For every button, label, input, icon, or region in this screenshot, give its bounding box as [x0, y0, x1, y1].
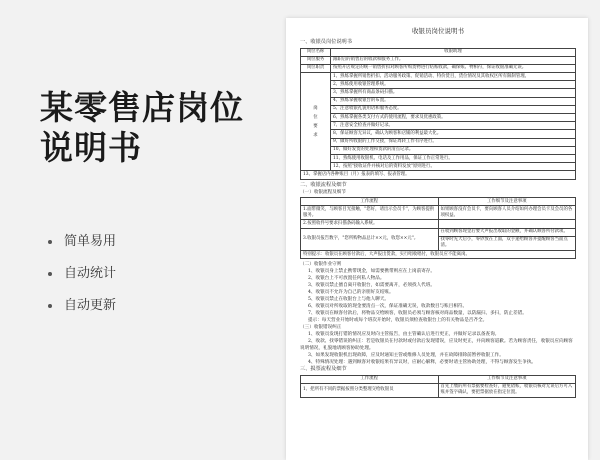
table-cell: 1.面带微笑，与顾客目光接触，"您好，请出示会员卡"，为顾客提供服务。 [301, 206, 439, 220]
table-row [301, 105, 576, 113]
table-header-cell: 工作流程 [301, 375, 439, 383]
table-cell: 5、注意收银礼貌用语和服务态度。 [331, 105, 576, 113]
paragraph: 2、收款、找零错误的纠正：若是收银员在付款时或付款后发现错误，应及时更正，并向顾客道歉。若为顾客责任，收银员应向顾客说明情况，礼貌地请顾客协助处理。 [300, 339, 573, 352]
table-row [301, 97, 576, 105]
table-cell: 1、把所有不同的票据按照分类整理交给收银员 [301, 383, 439, 397]
paragraph: 提示：每天营业开始时或每个班次开始时，收银员须检查收银台上的有关物品是否齐全。 [308, 318, 488, 324]
table-cell: 4、熟练掌握收银台的布置。 [331, 97, 576, 105]
paragraph: 4、特殊情况处理：遇到顾客对收银结果有异议时，应耐心解释，必要时请主管协助处理，不得与顾客发生争执。 [308, 360, 537, 366]
table-cell: 首先上缴的所有票据要检查好，避免错账，收银员核对无误后方可入账并签字确认，要把票据放在指定位置。 [438, 383, 576, 397]
paragraph: 3、如果发现收银机出现故障，应及时通知主管或维修人员处理，并在故障排除前暂停收银工作。 [308, 353, 504, 359]
document-title: 收银员岗位说明书 [412, 27, 464, 35]
table-row [301, 89, 576, 97]
vertical-label: 岗位要求 [313, 105, 318, 138]
table-cell: 特别提示：收银员在顾客付款后，大声报出货款，实行唱收唱付，收银员应不能离岗。 [301, 250, 576, 258]
process-table [300, 197, 576, 259]
table-row [301, 64, 576, 72]
table-cell: 9、做好所收银的工作交接，保证周转工作有序进行。 [331, 138, 576, 146]
paragraph: 7、收银员在顾客付款后，将物品交给顾客，收银员必须与顾客核对商品数量，以防漏扫、多扫，防止差错。 [308, 311, 527, 317]
feature-item: 简单易用 [64, 234, 117, 249]
table-cell: 2、熟练使用收银管理系统。 [331, 81, 576, 89]
table-cell: 跟职后的销售后的收款和服务工作。 [331, 56, 576, 64]
table-cell [438, 220, 576, 228]
paragraph: 2、收银台上不可放置任何私人物品。 [308, 276, 385, 282]
table-row [301, 48, 576, 56]
table-header-cell: 工作细节及注意事项 [438, 375, 576, 383]
table-cell: 3.收银员报告数字，"您所购物品总计××元，收您××元"。 [301, 228, 439, 250]
table-cell: 岗位服务 [301, 56, 331, 64]
section-heading: 一、收银员岗位说明书 [300, 39, 352, 45]
table-row [301, 228, 576, 236]
feature-list [64, 234, 116, 330]
table-cell: 7、注意安全检查并做好记录。 [331, 122, 576, 130]
table-cell: 在收到顾客现金后要大声报出收取的金额，并确认顾客所付款项。 [438, 228, 576, 236]
table-cell: 1、熟练掌握所销售折扣、活动服务政策、促销活动、特价货目，货位情况及其收权区所有限制管理。 [331, 73, 576, 81]
table-cell [301, 73, 331, 171]
table-header-cell: 工作细节及注意事项 [438, 198, 576, 206]
subsection-heading: （二）收银作业守则 [300, 262, 342, 268]
ticket-table [300, 375, 576, 398]
table-row [301, 81, 576, 89]
left-panel [0, 0, 270, 460]
section-heading: 二、收银流程及细节 [300, 181, 347, 188]
table-row [301, 220, 576, 228]
table-header-cell: 岗位名称 [301, 48, 331, 56]
table-cell: 按照开店规定的统一销售折扣对顾客所购货物进行结账收款，确保账、物相符，保证收银准确无误。 [331, 64, 576, 72]
table-cell: 13、掌握店内各种账目（月）报表的填写、报表管理。 [301, 171, 576, 179]
table-cell: 如果顾客没有会员卡，要向顾客人员介绍如何办理会员卡及会员的各项权益。 [438, 206, 576, 220]
table-cell: 岗位职责 [301, 64, 331, 72]
table-cell: 10、做好发货的处理和货款的清点记录。 [331, 146, 576, 154]
table-row [301, 146, 576, 154]
table-row [301, 250, 576, 258]
feature-item: 自动更新 [64, 298, 117, 313]
table-cell: 12、按照"接收证件并核对后的资料发放"原则进行。 [331, 163, 576, 171]
table-cell: 6、熟练掌握各类支付方式的使用流程，要求及优惠政策。 [331, 114, 576, 122]
table-row [301, 122, 576, 130]
table-row [301, 171, 576, 179]
table-cell: 3、熟练掌握所有商品条码扫描。 [331, 89, 576, 97]
subsection-heading: （一）收银流程及细节 [300, 190, 346, 195]
table-row [301, 130, 576, 138]
paragraph: 3、收银员禁止擅自离开收银台，如需要离开，必须找人代班。 [308, 283, 435, 289]
subsection-heading: （三）收银错误纠正 [300, 325, 342, 331]
section-heading: 三、损票流程及细节 [300, 366, 347, 373]
table-cell: 11、熟练使用收银机、电话及工作用品，保证工作正常进行。 [331, 154, 576, 162]
table-row [301, 138, 576, 146]
table-row [301, 73, 576, 81]
table-row [301, 114, 576, 122]
table-cell: 找零时先大后小，零钞放在上面，双手递给顾客并提醒顾客当面点清。 [438, 236, 576, 250]
table-row [301, 56, 576, 64]
table-row [301, 375, 576, 383]
table-row [301, 383, 576, 397]
table-row [301, 163, 576, 171]
table-cell: 8、保证顾客无异议，确认为顾客和店铺的利益最大化。 [331, 130, 576, 138]
feature-item: 自动统计 [64, 266, 117, 281]
table-row [301, 206, 576, 220]
table-header-cell: 收银助理 [331, 48, 576, 56]
table-row [301, 154, 576, 162]
table-cell: 2.按照收件号要求扫描条码输入系统。 [301, 220, 439, 228]
table-header-cell: 工作流程 [301, 198, 439, 206]
paragraph: 4、收银员不允许为自己的亲朋好友结账。 [308, 290, 394, 296]
paragraph: 6、收银员对所收取的现金要清点一次，保证准确无误，收款数目与账目相符。 [308, 304, 468, 310]
position-table [300, 48, 576, 180]
paragraph: 5、收银员禁止在收银台上与他人聊天。 [308, 297, 390, 303]
paragraph: 1、收银员身上禁止携带现金，如需要携带则应在上岗前寄存。 [308, 269, 435, 275]
document-preview [286, 18, 588, 460]
page-title: 某零售店岗位说明书 [40, 88, 244, 167]
paragraph: 1、收银员发现打错的情况应及时向主管报告，由主管确认后进行更正，并做好记录以备查询。 [308, 332, 500, 338]
table-row [301, 198, 576, 206]
